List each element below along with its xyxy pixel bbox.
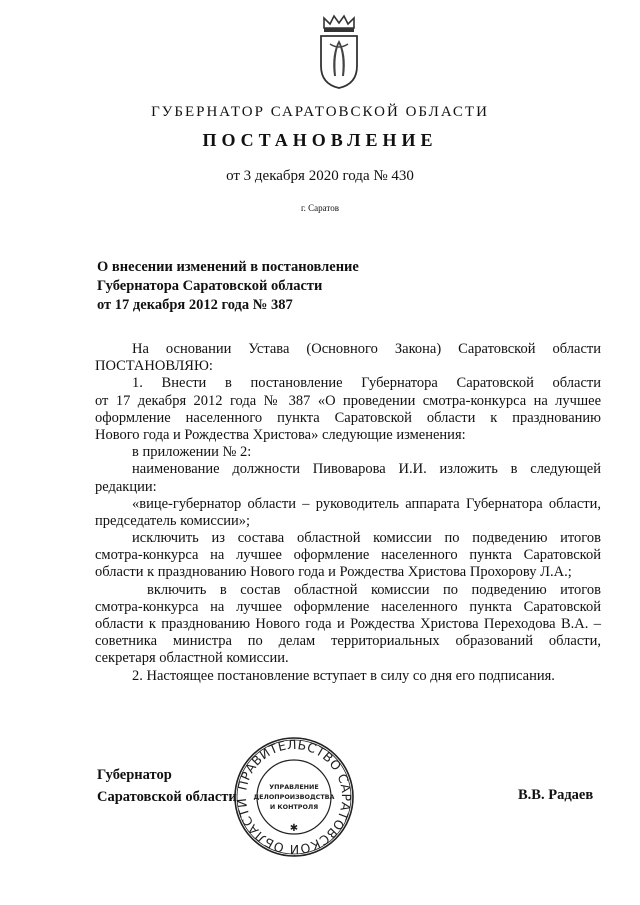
coat-of-arms-emblem (316, 14, 362, 90)
svg-text:ДЕЛОПРОИЗВОДСТВА: ДЕЛОПРОИЗВОДСТВА (253, 793, 335, 801)
subject-line: О внесении изменений в постановление (97, 259, 359, 275)
body-line: редакции: (95, 478, 157, 495)
body-line: от 17 декабря 2012 года № 387 «О проведении смотра-конкурса на лучшее (95, 392, 601, 409)
body-line: Нового года и Рождества Христова» следующие изменения: (95, 426, 466, 443)
body-line: в приложении № 2: (132, 444, 252, 461)
issuing-authority: ГУБЕРНАТОР САРАТОВСКОЙ ОБЛАСТИ (151, 104, 489, 120)
body-line: «вице-губернатор области – руководитель аппарата Губернатора области, (132, 495, 601, 512)
body-line: включить в состав областной комиссии по подведению итогов (147, 581, 601, 598)
document-type: ПОСТАНОВЛЕНИЕ (202, 130, 438, 150)
body-line: области к празднованию Нового года и Рождества Христова Переходова В.А. – (95, 616, 601, 632)
body-line: 2. Настоящее постановление вступает в силу со дня его подписания. (132, 667, 555, 684)
official-stamp (232, 735, 356, 859)
document-body (95, 341, 601, 685)
signatory-title (97, 764, 237, 808)
body-line: области к празднованию Нового года и Рождества Христова Прохорову Л.А.; (95, 564, 572, 581)
svg-text:И КОНТРОЛЯ: И КОНТРОЛЯ (269, 803, 319, 811)
subject-line: от 17 декабря 2012 года № 387 (97, 297, 293, 313)
svg-text:✱: ✱ (289, 823, 299, 834)
body-line: На основании Устава (Основного Закона) Саратовской области (132, 341, 601, 357)
svg-text:УПРАВЛЕНИЕ: УПРАВЛЕНИЕ (269, 783, 319, 791)
body-line: советника министра по делам территориальных образований области, (95, 633, 601, 650)
document-city: г. Саратов (301, 203, 339, 213)
svg-text:ПРАВИТЕЛЬСТВО САРАТОВСКОЙ ОБЛА: ПРАВИТЕЛЬСТВО САРАТОВСКОЙ ОБЛАСТИ (233, 736, 355, 858)
body-line: смотра-конкурса на лучшее оформление населенного пункта Саратовской (95, 547, 601, 564)
body-line: 1. Внести в постановление Губернатора Саратовской области (132, 375, 601, 392)
body-line: оформление населенного пункта Саратовской области к празднованию (95, 409, 601, 426)
subject-line: Губернатора Саратовской области (97, 278, 323, 294)
body-line: наименование должности Пивоварова И.И. изложить в следующей (132, 461, 601, 478)
body-line: председатель комиссии»; (95, 512, 251, 529)
signatory-name: В.В. Радаев (518, 787, 594, 803)
body-line: секретаря областной комиссии. (95, 650, 289, 667)
signatory-title-line: Саратовской области (97, 789, 237, 805)
body-line: ПОСТАНОВЛЯЮ: (95, 358, 213, 375)
document-subject (97, 258, 359, 315)
signatory-title-line: Губернатор (97, 767, 172, 783)
document-date-number: от 3 декабря 2020 года № 430 (226, 168, 414, 184)
body-line: смотра-конкурса на лучшее оформление населенного пункта Саратовской (95, 598, 601, 615)
body-line: исключить из состава областной комиссии по подведению итогов (132, 530, 601, 547)
